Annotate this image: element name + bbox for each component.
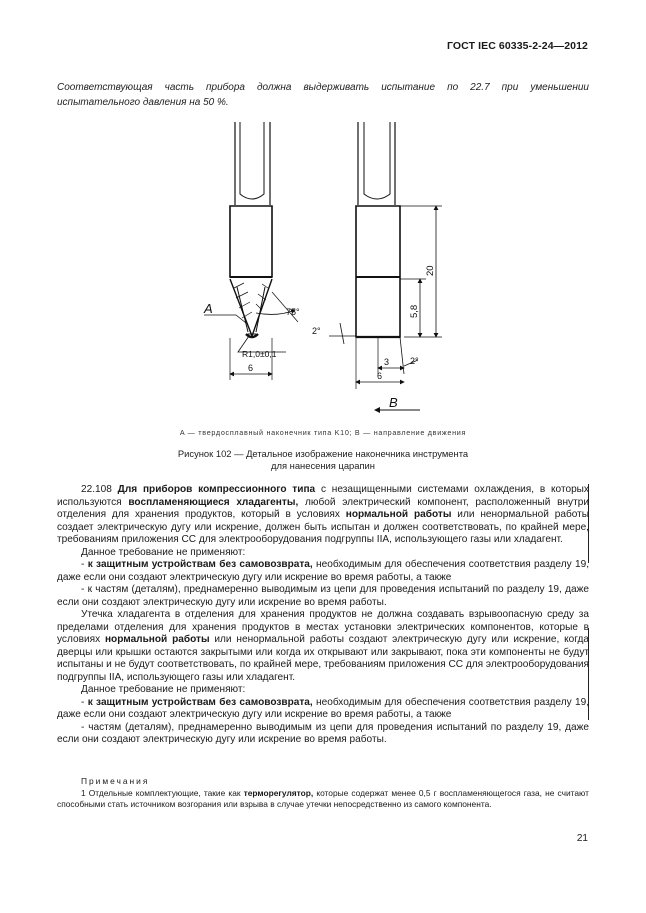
figure-caption bbox=[0, 448, 646, 472]
text-run: или ненормальной работы создают электрическую дугу или искрение, когда дверцы или крышки остаются закрытыми или когда их открывают или закрывают, пока эти компоненты не будут испытаны и не будут соответствовать, по крайней мере, требованиям приложения СС для электрооборудования подгруппы IIA, использующего газы или хладагент. bbox=[57, 634, 590, 683]
label-angle-2-right: 2° bbox=[410, 356, 419, 366]
paragraph-22-108 bbox=[57, 484, 589, 547]
label-angle-75: 75° bbox=[286, 307, 300, 317]
intro-paragraph: Соответствующая часть прибора должна выдерживать испытание по 22.7 при уменьшении испытательного давления на 50 %. bbox=[57, 82, 589, 108]
label-dim-6-left: 6 bbox=[248, 363, 254, 373]
paragraph-exemption-1: Данное требование не применяют: bbox=[81, 546, 246, 558]
notes-section bbox=[57, 776, 589, 811]
text-run: или ненормальной работы создает электрическую дугу или искрение, должен быть испытан и должен соответствовать, по крайней мере, требованиям приложения СС для электрооборудования подгруппы IIA, использующего газы или хладагент. bbox=[57, 509, 590, 545]
text-run: любой электрический компонент, расположенный внутри отделения для хранения продуктов, который в условиях bbox=[57, 496, 589, 520]
list-item-2: - к частям (деталям), преднамеренно выводимым из цепи для проведения испытаний по разделу 19, даже если они создают электрическую дугу или искрение во время работы. bbox=[57, 584, 589, 608]
list-item-4: - частям (деталям), преднамеренно выводимым из цепи для проведения испытаний по разделу 19, даже если они создают электрическую дугу или искрение во время работы. bbox=[57, 721, 589, 745]
label-dim-20: 20 bbox=[425, 265, 436, 276]
document-id: ГОСТ IEC 60335-2-24—2012 bbox=[446, 40, 588, 52]
label-angle-2-left: 2° bbox=[312, 326, 321, 336]
bold-term: воспламеняющиеся хладагенты, bbox=[128, 496, 299, 508]
bold-term: терморегулятор, bbox=[243, 787, 314, 798]
dash: - bbox=[81, 559, 88, 570]
bold-term: к защитным устройствам без самовозврата, bbox=[87, 559, 313, 570]
text-run: которые содержат менее 0,5 г воспламеняющегося газа, не считают способными стать источником возгорания или взрыва в случае утечки непосредственно из самого компонента. bbox=[57, 787, 589, 809]
notes-title: Примечания bbox=[81, 776, 150, 786]
note-1 bbox=[57, 788, 589, 811]
text-run: Утечка хладагента в отделения для хранения продуктов не должна создавать взрывоопасную среду за пределами отделения для хранения продуктов в местах установки электрических компонентов, которые в условиях bbox=[57, 609, 589, 645]
dash: - bbox=[81, 696, 88, 708]
label-dim-3: 3 bbox=[384, 357, 390, 367]
label-radius: R1,0±0,1 bbox=[242, 349, 277, 359]
label-b: B bbox=[389, 395, 398, 410]
text-run: необходимым для обеспечения соответствия разделу 19, даже если они создают электрическую дугу или искрение во время работы, а также bbox=[57, 696, 589, 720]
bold-term: к защитным устройствам без самовозврата, bbox=[87, 696, 313, 708]
bold-term: нормальной работы bbox=[345, 509, 452, 520]
label-a: A bbox=[204, 301, 213, 316]
paragraph-exemption-2: Данное требование не применяют: bbox=[81, 684, 246, 695]
clause-22-108 bbox=[57, 484, 589, 747]
bold-term: нормальной работы bbox=[104, 634, 210, 645]
text-run: 1 Отдельные комплектующие, такие как bbox=[81, 787, 244, 798]
clause-number: 22.108 bbox=[81, 484, 118, 495]
figure-legend: A — твердосплавный наконечник типа K10; B — направление движения bbox=[179, 428, 467, 437]
tool-tip-drawing bbox=[0, 112, 646, 422]
page-number: 21 bbox=[576, 833, 588, 844]
caption-line-1: Рисунок 102 — Детальное изображение наконечника инструмента bbox=[177, 448, 469, 459]
tool-tip-figure bbox=[0, 112, 646, 422]
text-run: с незащищенными системами охлаждения, в которых используются bbox=[57, 484, 589, 508]
caption-line-2: для нанесения царапин bbox=[271, 460, 375, 471]
list-item-1 bbox=[57, 559, 589, 584]
bold-term: Для приборов компрессионного типа bbox=[117, 484, 316, 495]
list-item-3 bbox=[57, 697, 589, 722]
label-dim-5-8: 5,8 bbox=[409, 304, 420, 318]
label-dim-6-right: 6 bbox=[377, 371, 383, 381]
paragraph-leakage bbox=[57, 609, 589, 684]
left-view bbox=[204, 122, 298, 380]
text-run: необходимым для обеспечения соответствия разделу 19, даже если они создают электрическую дугу или искрение во время работы, а также bbox=[57, 559, 589, 583]
